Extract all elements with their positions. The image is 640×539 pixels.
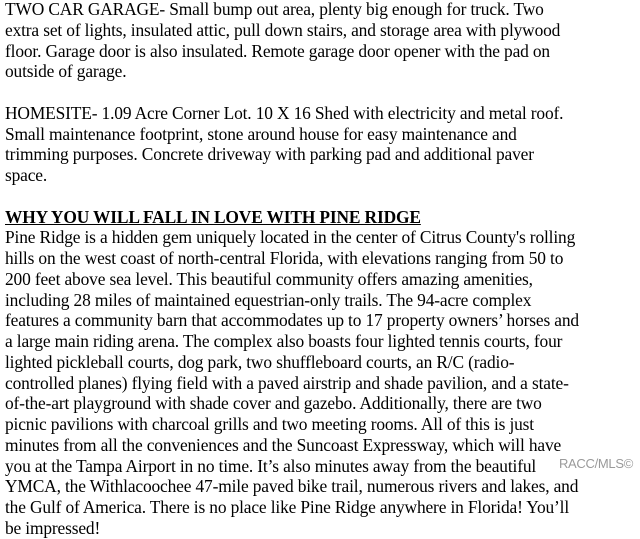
text-line: extra set of lights, insulated attic, pull down stairs, and storage area with plywood <box>5 19 561 40</box>
text-line: including 28 miles of maintained equestrian-only trails. The 94-acre complex <box>5 289 532 310</box>
text-line: lighted pickleball courts, dog park, two shuffleboard courts, an R/C (radio- <box>5 351 515 372</box>
listing-description <box>5 0 630 539</box>
text-line: 200 feet above sea level. This beautiful community offers amazing amenities, <box>5 268 533 289</box>
text-line: controlled planes) flying field with a paved airstrip and shade pavilion, and a state- <box>5 372 569 393</box>
text-line: picnic pavilions with charcoal grills and two meeting rooms. All of this is just <box>5 414 534 434</box>
text-line: HOMESITE- 1.09 Acre Corner Lot. 10 X 16 Shed with electricity and metal roof. <box>5 102 564 123</box>
text-line: be impressed! <box>5 517 101 538</box>
text-line: Small maintenance footprint, stone around house for easy maintenance and <box>5 123 517 144</box>
text-line: the Gulf of America. There is no place like Pine Ridge anywhere in Florida! You’ll <box>5 497 570 517</box>
text-line: space. <box>5 165 48 185</box>
text-line: floor. Garage door is also insulated. Remote garage door opener with the pad on <box>5 40 550 61</box>
garage-paragraph <box>5 0 630 82</box>
text-line: outside of garage. <box>5 61 127 82</box>
text-line: YMCA, the Withlacoochee 47-mile paved bike trail, numerous rivers and lakes, and <box>5 476 579 497</box>
section-heading: WHY YOU WILL FALL IN LOVE WITH PINE RIDGE <box>5 206 421 227</box>
homesite-paragraph <box>5 103 630 186</box>
text-line: a large main riding arena. The complex also boasts four lighted tennis courts, four <box>5 331 563 351</box>
text-line: you at the Tampa Airport in no time. It’s also minutes away from the beautiful <box>5 455 537 476</box>
text-line: TWO CAR GARAGE- Small bump out area, plenty big enough for truck. Two <box>5 0 544 19</box>
text-line: hills on the west coast of north-central Florida, with elevations ranging from 50 to <box>5 248 564 268</box>
mls-watermark: RACC/MLS© <box>558 456 633 471</box>
pine-ridge-section <box>5 207 630 539</box>
text-line: Pine Ridge is a hidden gem uniquely located in the center of Citrus County's rolling <box>5 227 576 248</box>
text-line: of-the-art playground with shade cover and gazebo. Additionally, there are two <box>5 393 542 414</box>
text-line: features a community barn that accommodates up to 17 property owners’ horses and <box>5 310 579 331</box>
text-line: trimming purposes. Concrete driveway with parking pad and additional paver <box>5 144 534 165</box>
text-line: minutes from all the conveniences and the Suncoast Expressway, which will have <box>5 434 562 455</box>
